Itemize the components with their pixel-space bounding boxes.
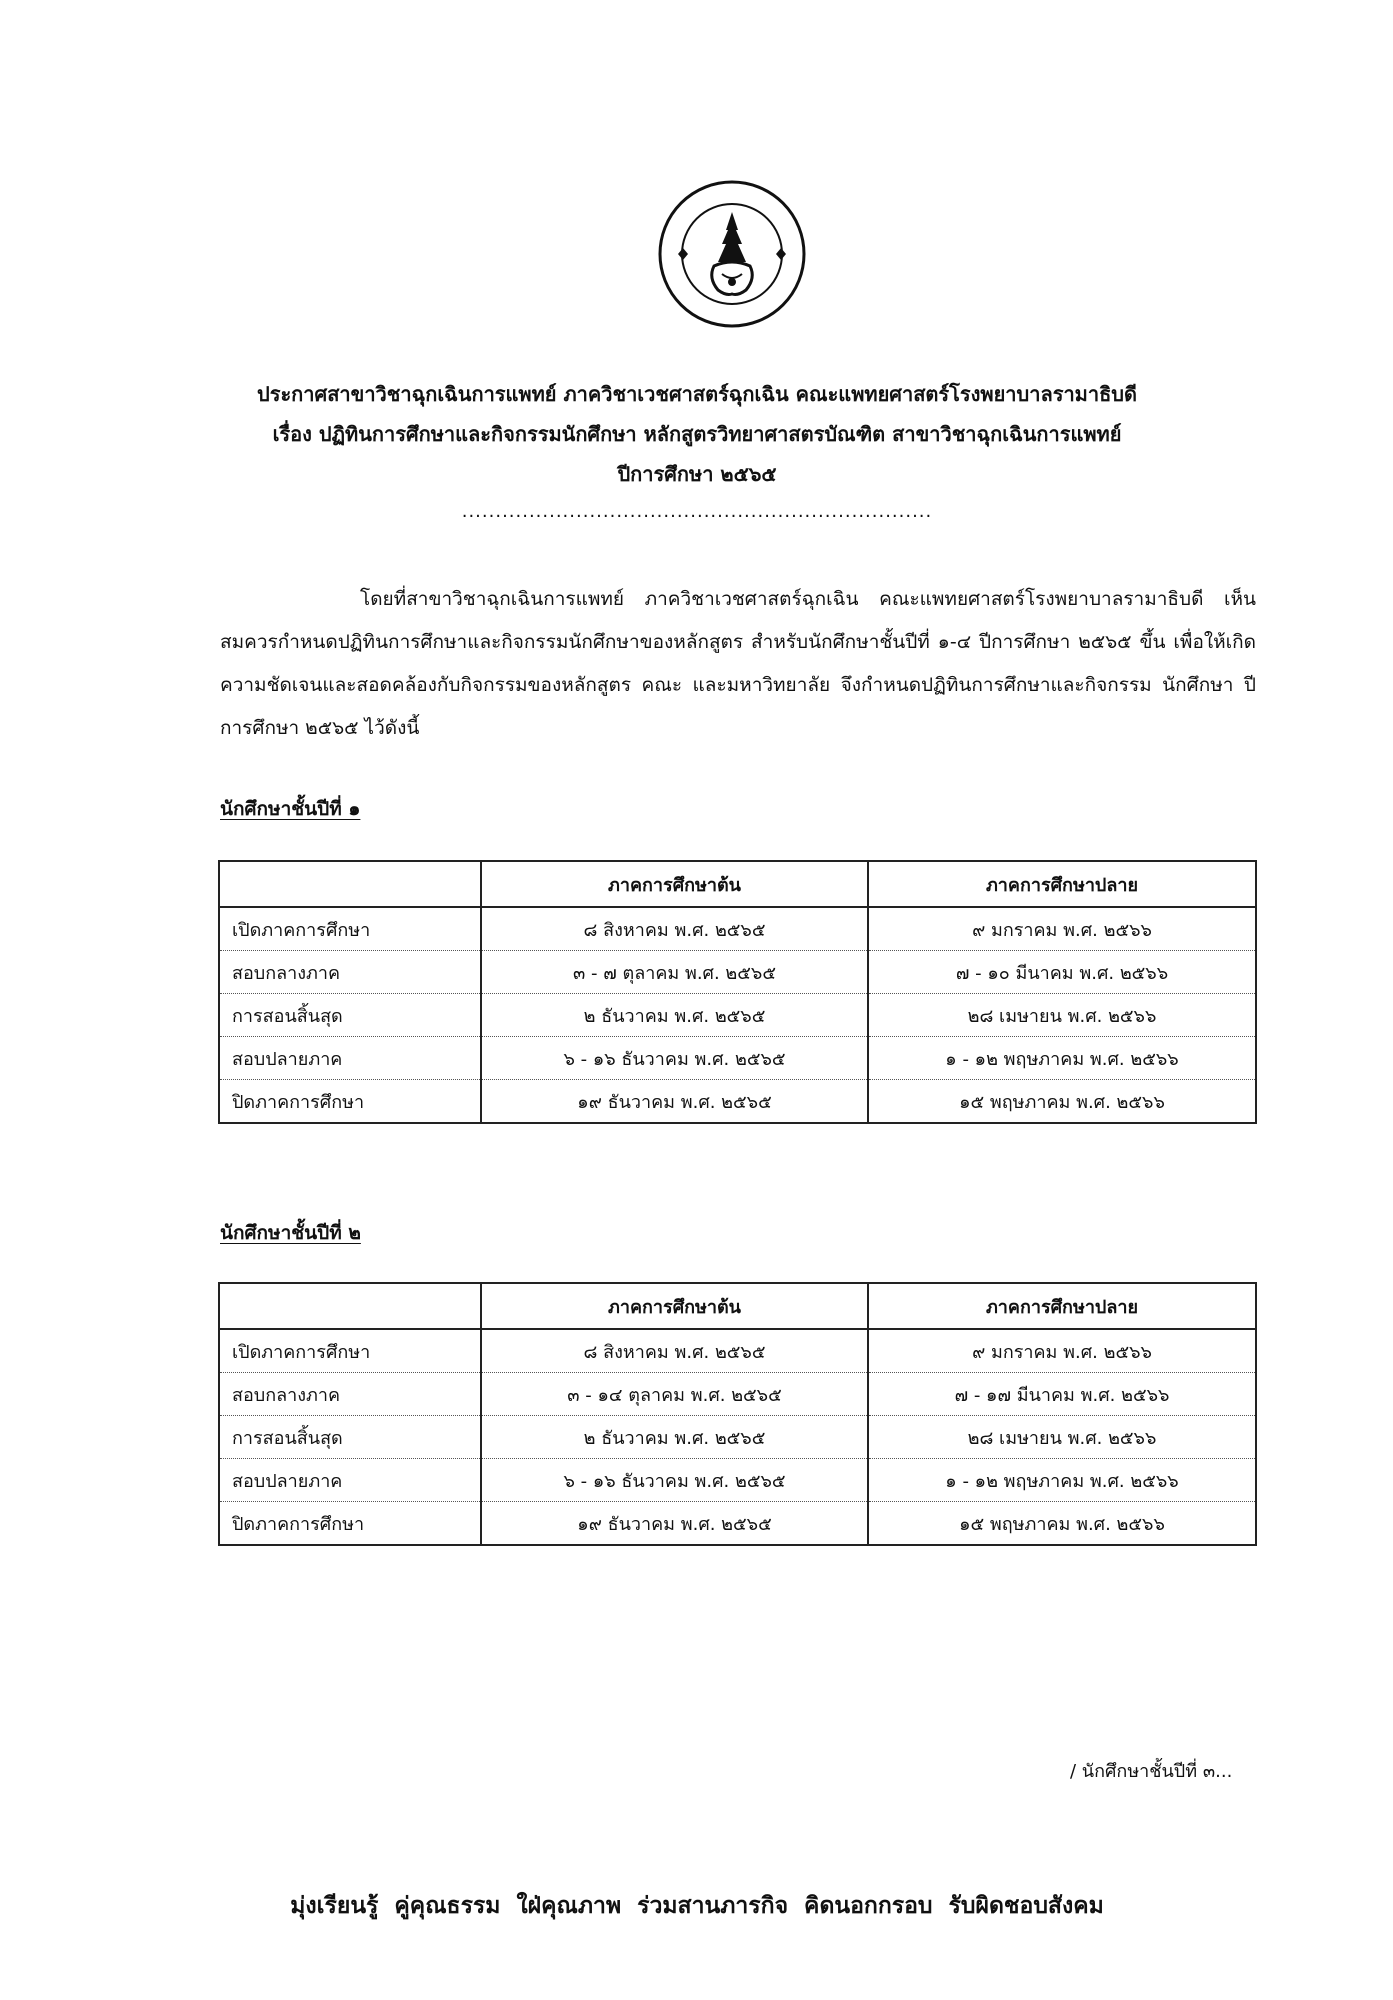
- first-semester-date: ๒ ธันวาคม พ.ศ. ๒๕๖๕: [481, 1416, 868, 1459]
- intro-text: โดยที่สาขาวิชาฉุกเฉินการแพทย์ ภาควิชาเวชศาสตร์ฉุกเฉิน คณะแพทยศาสตร์โรงพยาบาลรามาธิบดี เห็นสมควรกำหนดปฏิทินการศึกษาและกิจกรรมนักศึกษาของหลักสูตร สำหรับนักศึกษาชั้นปีที่ ๑-๔ ปีการศึกษา ๒๕๖๕ ขึ้น เพื่อให้เกิดความชัดเจนและสอดคล้องกับกิจกรรมของหลักสูตร คณะ และมหาวิทยาลัย จึงกำหนดปฏิทินการศึกษาและกิจกรรม นักศึกษา ปีการศึกษา ๒๕๖๕ ไว้ดังนี้: [220, 588, 1256, 739]
- row-label: สอบปลายภาค: [219, 1037, 481, 1080]
- header-cell-second-semester: ภาคการศึกษาปลาย: [868, 1283, 1256, 1329]
- table-row: [219, 1373, 1256, 1416]
- second-semester-date: ๙ มกราคม พ.ศ. ๒๕๖๖: [868, 1329, 1256, 1373]
- header-cell-first-semester: ภาคการศึกษาต้น: [481, 861, 868, 907]
- continuation-note: / นักศึกษาชั้นปีที่ ๓...: [1070, 1761, 1233, 1782]
- table-row: [219, 1502, 1256, 1546]
- first-semester-date: ๖ - ๑๖ ธันวาคม พ.ศ. ๒๕๖๕: [481, 1459, 868, 1502]
- row-label: สอบกลางภาค: [219, 951, 481, 994]
- row-label: สอบปลายภาค: [219, 1459, 481, 1502]
- schedule-table-year-1: [218, 860, 1257, 1124]
- second-semester-date: ๙ มกราคม พ.ศ. ๒๕๖๖: [868, 907, 1256, 951]
- row-label: เปิดภาคการศึกษา: [219, 907, 481, 951]
- table-header-row: [219, 861, 1256, 907]
- schedule-table-year-2: [218, 1282, 1257, 1546]
- first-semester-date: ๘ สิงหาคม พ.ศ. ๒๕๖๕: [481, 1329, 868, 1373]
- table-row: [219, 1037, 1256, 1080]
- table-row: [219, 951, 1256, 994]
- second-semester-date: ๑ - ๑๒ พฤษภาคม พ.ศ. ๒๕๖๖: [868, 1459, 1256, 1502]
- second-semester-date: ๒๘ เมษายน พ.ศ. ๒๕๖๖: [868, 994, 1256, 1037]
- header-cell-second-semester: ภาคการศึกษาปลาย: [868, 861, 1256, 907]
- first-semester-date: ๑๙ ธันวาคม พ.ศ. ๒๕๖๕: [481, 1502, 868, 1546]
- announcement-title: [200, 374, 1194, 526]
- row-label: การสอนสิ้นสุด: [219, 1416, 481, 1459]
- second-semester-date: ๗ - ๑๐ มีนาคม พ.ศ. ๒๕๖๖: [868, 951, 1256, 994]
- second-semester-date: ๑๕ พฤษภาคม พ.ศ. ๒๕๖๖: [868, 1080, 1256, 1124]
- university-seal-logo: [656, 178, 808, 330]
- table-row: [219, 1080, 1256, 1124]
- second-semester-date: ๑ - ๑๒ พฤษภาคม พ.ศ. ๒๕๖๖: [868, 1037, 1256, 1080]
- title-divider-dots: ......................................................................: [461, 501, 933, 522]
- footer-motto: มุ่งเรียนรู้ คู่คุณธรรม ใฝ่คุณภาพ ร่วมสานภารกิจ คิดนอกกรอบ รับผิดชอบสังคม: [290, 1893, 1104, 1919]
- table-row: [219, 1416, 1256, 1459]
- second-semester-date: ๗ - ๑๗ มีนาคม พ.ศ. ๒๕๖๖: [868, 1373, 1256, 1416]
- table-row: [219, 907, 1256, 951]
- first-semester-date: ๖ - ๑๖ ธันวาคม พ.ศ. ๒๕๖๕: [481, 1037, 868, 1080]
- section-heading-year-2: นักศึกษาชั้นปีที่ ๒: [220, 1222, 361, 1244]
- row-label: เปิดภาคการศึกษา: [219, 1329, 481, 1373]
- header-cell-first-semester: ภาคการศึกษาต้น: [481, 1283, 868, 1329]
- first-semester-date: ๘ สิงหาคม พ.ศ. ๒๕๖๕: [481, 907, 868, 951]
- second-semester-date: ๑๕ พฤษภาคม พ.ศ. ๒๕๖๖: [868, 1502, 1256, 1546]
- row-label: สอบกลางภาค: [219, 1373, 481, 1416]
- row-label: ปิดภาคการศึกษา: [219, 1502, 481, 1546]
- title-line-2: เรื่อง ปฏิทินการศึกษาและกิจกรรมนักศึกษา หลักสูตรวิทยาศาสตรบัณฑิต สาขาวิชาฉุกเฉินการแพทย์: [272, 422, 1122, 446]
- second-semester-date: ๒๘ เมษายน พ.ศ. ๒๕๖๖: [868, 1416, 1256, 1459]
- first-semester-date: ๑๙ ธันวาคม พ.ศ. ๒๕๖๕: [481, 1080, 868, 1124]
- intro-paragraph: [220, 578, 1256, 750]
- table-row: [219, 1459, 1256, 1502]
- section-heading-year-1: นักศึกษาชั้นปีที่ ๑: [220, 798, 361, 820]
- title-line-1: ประกาศสาขาวิชาฉุกเฉินการแพทย์ ภาควิชาเวชศาสตร์ฉุกเฉิน คณะแพทยศาสตร์โรงพยาบาลรามาธิบดี: [257, 382, 1137, 406]
- first-semester-date: ๒ ธันวาคม พ.ศ. ๒๕๖๕: [481, 994, 868, 1037]
- row-label: การสอนสิ้นสุด: [219, 994, 481, 1037]
- table-header-row: [219, 1283, 1256, 1329]
- table-row: [219, 994, 1256, 1037]
- title-line-3: ปีการศึกษา ๒๕๖๕: [617, 462, 777, 486]
- table-row: [219, 1329, 1256, 1373]
- header-cell-empty: [219, 861, 481, 907]
- header-cell-empty: [219, 1283, 481, 1329]
- first-semester-date: ๓ - ๑๔ ตุลาคม พ.ศ. ๒๕๖๕: [481, 1373, 868, 1416]
- row-label: ปิดภาคการศึกษา: [219, 1080, 481, 1124]
- first-semester-date: ๓ - ๗ ตุลาคม พ.ศ. ๒๕๖๕: [481, 951, 868, 994]
